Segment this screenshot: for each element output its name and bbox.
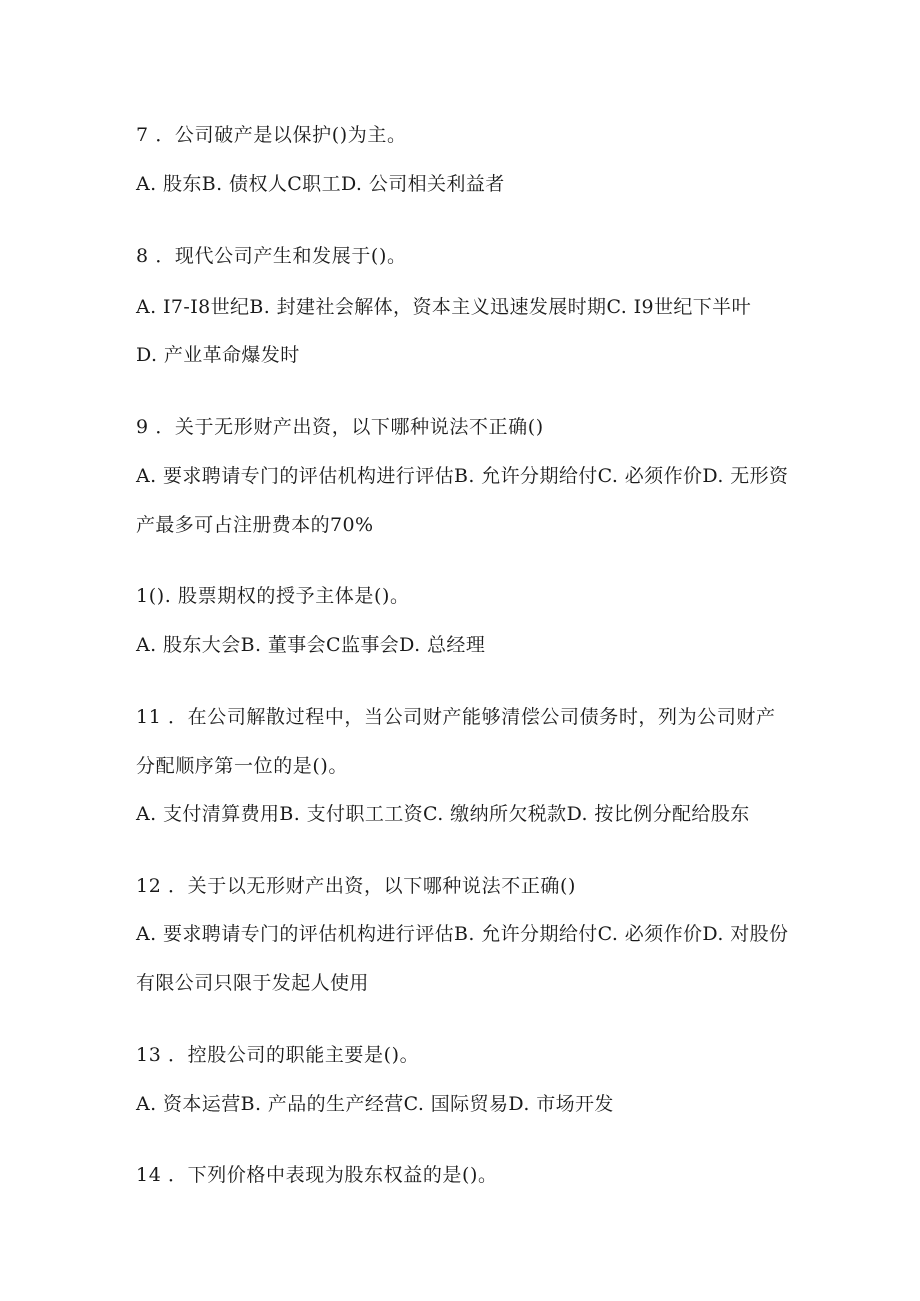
question-7: 7 ．公司破产是以保护()为主。 bbox=[136, 124, 407, 146]
question-14: 14 ．下列价格中表现为股东权益的是()。 bbox=[136, 1164, 498, 1186]
question-9-options-line-2: 产最多可占注册费本的70% bbox=[136, 514, 374, 536]
question-11-options: A. 支付清算费用B. 支付职工工资C. 缴纳所欠税款D. 按比例分配给股东 bbox=[136, 803, 750, 825]
question-8: 8 ．现代公司产生和发展于()。 bbox=[136, 245, 407, 267]
question-8-options-line-1: A. I7-I8世纪B. 封建社会解体，资本主义迅速发展时期C. I9世纪下半叶 bbox=[136, 296, 751, 318]
question-12-options-line-1: A. 要求聘请专门的评估机构进行评估B. 允许分期给付C. 必须作价D. 对股份 bbox=[136, 923, 789, 945]
question-9-options-line-1: A. 要求聘请专门的评估机构进行评估B. 允许分期给付C. 必须作价D. 无形资 bbox=[136, 465, 789, 487]
question-12-options-line-2: 有限公司只限于发起人使用 bbox=[136, 972, 369, 994]
question-10-options: A. 股东大会B. 董事会C监事会D. 总经理 bbox=[136, 634, 486, 656]
question-8-options-line-2: D. 产业革命爆发时 bbox=[136, 344, 300, 366]
question-7-options: A. 股东B. 债权人C职工D. 公司相关利益者 bbox=[136, 173, 505, 195]
question-13: 13 ．控股公司的职能主要是()。 bbox=[136, 1044, 420, 1066]
question-12: 12 ．关于以无形财产出资，以下哪种说法不正确() bbox=[136, 875, 577, 897]
question-9: 9 ．关于无形财产出资，以下哪种说法不正确() bbox=[136, 416, 544, 438]
question-13-options: A. 资本运营B. 产品的生产经营C. 国际贸易D. 市场开发 bbox=[136, 1093, 614, 1115]
question-11-line-2: 分配顺序第一位的是()。 bbox=[136, 755, 349, 777]
question-11-line-1: 11 ．在公司解散过程中，当公司财产能够清偿公司债务时，列为公司财产 bbox=[136, 706, 776, 728]
question-10: 1(). 股票期权的授予主体是()。 bbox=[136, 585, 410, 607]
